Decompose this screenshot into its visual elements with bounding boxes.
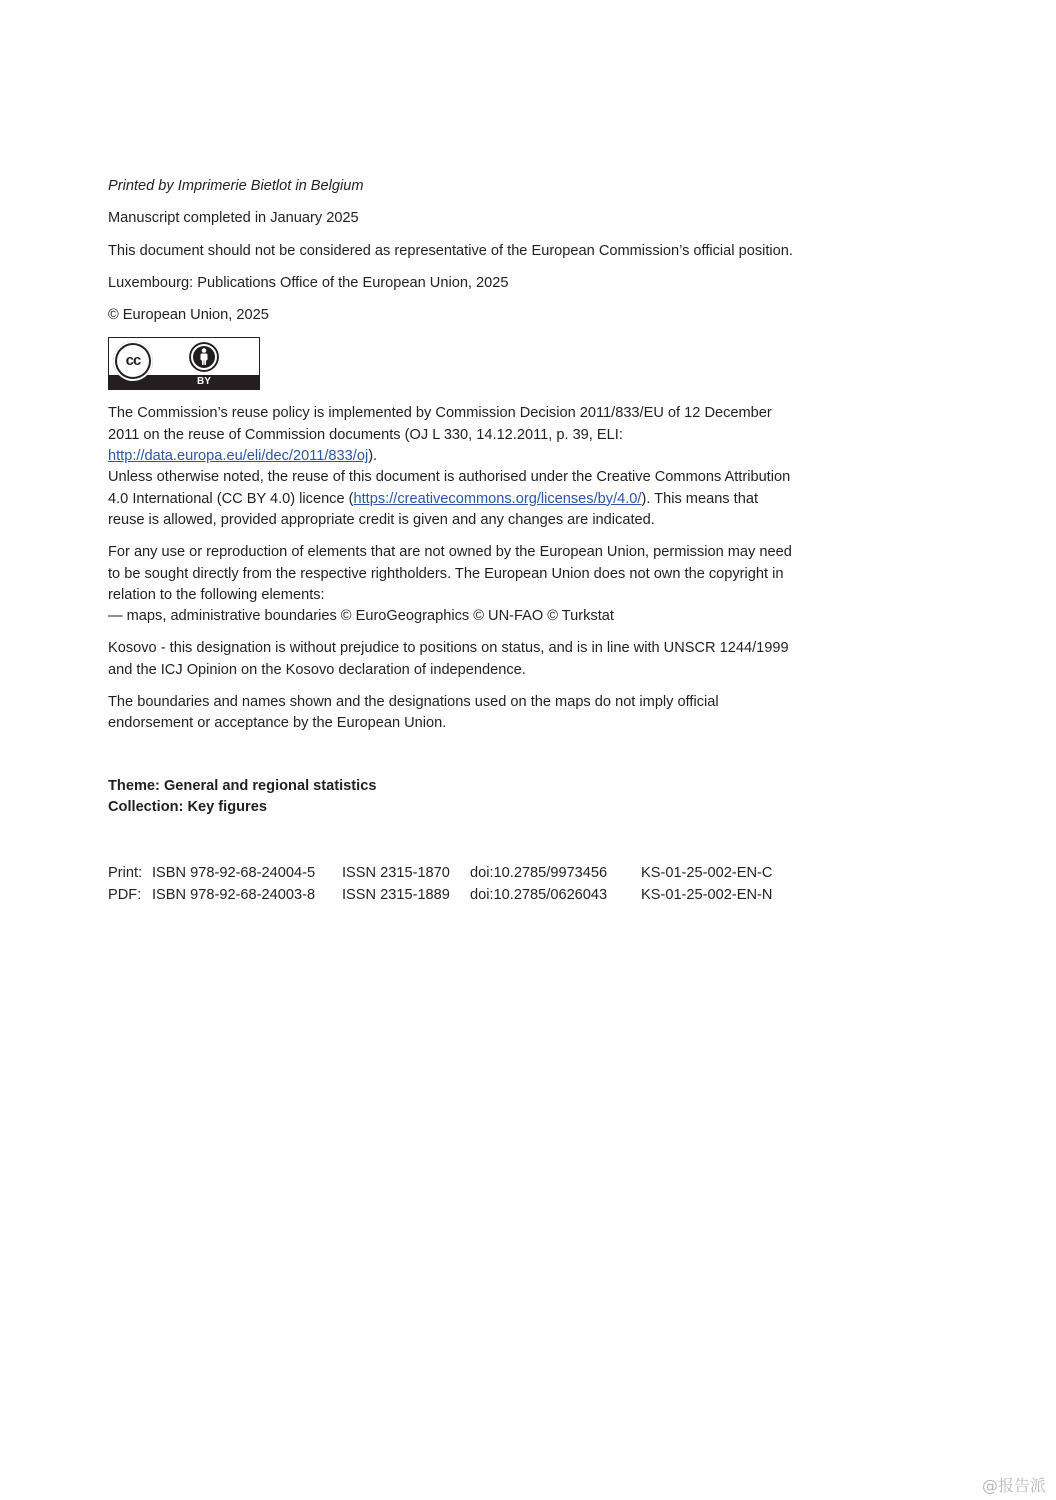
attribution-person-icon bbox=[189, 342, 219, 372]
reuse-policy: The Commission’s reuse policy is implemented by Commission Decision 2011/833/EU of 12 December 2011 on the reuse of Commission documents (OJ L 330, 14.12.2011, p. 39, ELI: http://data.europa.eu/eli/dec/2011/833/oj). bbox=[108, 405, 772, 465]
manuscript-date: Manuscript completed in January 2025 bbox=[108, 210, 359, 227]
imprint-page bbox=[108, 176, 798, 906]
printed-by: Printed by Imprimerie Bietlot in Belgium bbox=[108, 178, 364, 194]
elements-item: — maps, administrative boundaries © EuroGeographics © UN-FAO © Turkstat bbox=[108, 608, 614, 625]
theme-block bbox=[108, 776, 798, 819]
watermark: @报告派 bbox=[981, 1476, 1046, 1495]
eli-link[interactable]: http://data.europa.eu/eli/dec/2011/833/oj bbox=[108, 448, 369, 465]
by-label: BY bbox=[197, 376, 211, 388]
publisher-line: Luxembourg: Publications Office of the European Union, 2025 bbox=[108, 274, 509, 291]
identifier-row: PDF: ISBN 978-92-68-24003-8 ISSN 2315-1889 doi:10.2785/0626043 KS-01-25-002-EN-N bbox=[108, 886, 773, 903]
cc-icon: cc bbox=[113, 341, 153, 381]
licence-statement: Unless otherwise noted, the reuse of this document is authorised under the Creative Commons Attribution 4.0 International (CC BY 4.0) licence (https://creativecommons.org/licenses/by/4.0/). This means that reuse is allowed, provided appropriate credit is given and any changes are indicated. bbox=[108, 469, 791, 528]
boundaries-note: The boundaries and names shown and the designations used on the maps do not imply official endorsement or acceptance by the European Union. bbox=[108, 694, 719, 732]
disclaimer: This document should not be considered as representative of the European Commission’s official position. bbox=[108, 242, 793, 259]
identifiers-table bbox=[108, 863, 798, 906]
kosovo-note: Kosovo - this designation is without prejudice to positions on status, and is in line with UNSCR 1244/1999 and the ICJ Opinion on the Kosovo declaration of independence. bbox=[108, 640, 789, 678]
cc-by-badge bbox=[108, 337, 260, 390]
cc-licence-link[interactable]: https://creativecommons.org/licenses/by/4.0/ bbox=[353, 490, 642, 507]
identifier-row: Print: ISBN 978-92-68-24004-5 ISSN 2315-1870 doi:10.2785/9973456 KS-01-25-002-EN-C bbox=[108, 865, 773, 882]
third-party-elements: For any use or reproduction of elements that are not owned by the European Union, permission may need to be sought directly from the respective rightholders. The European Union does not own the copyright in relation to the following elements: — maps, administrative boundaries © EuroGeographics © UN-FAO © Turkstat bbox=[108, 544, 792, 625]
collection-line: Collection: Key figures bbox=[108, 798, 267, 815]
theme-line: Theme: General and regional statistics bbox=[108, 777, 377, 794]
copyright-line: © European Union, 2025 bbox=[108, 307, 269, 324]
